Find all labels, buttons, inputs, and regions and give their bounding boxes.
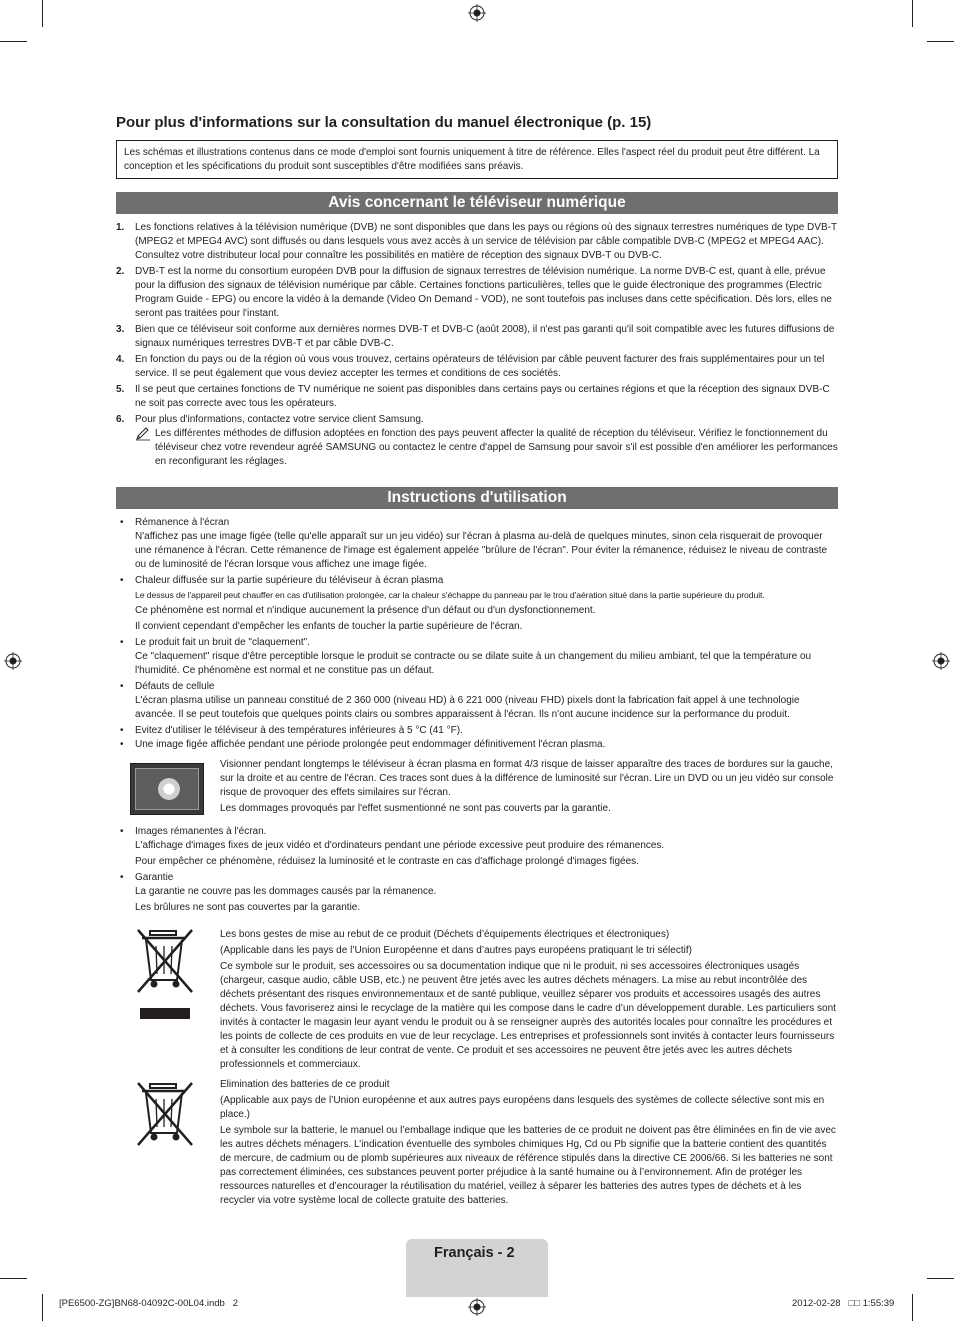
crop-mark	[927, 1278, 954, 1279]
page-number: Français - 2	[434, 1245, 515, 1261]
list-item: 6. Pour plus d'informations, contactez votre service client Samsung. Les différentes méthodes de diffusion adoptées en fonction des pays peuvent affecter la qualité de réception du téléviseur. Vérifiez le fonctionnement du téléviseur chez votre revendeur agréé SAMSUNG ou contactez le centre d'appel de Samsung pour savoir s'il est possible d'en améliorer les performances en reconfigurant les réglages.	[116, 414, 838, 467]
pencil-note-icon	[135, 427, 151, 441]
digital-tv-list	[116, 221, 838, 471]
crop-mark	[912, 1294, 913, 1321]
registration-mark-icon	[4, 652, 22, 670]
note: Les différentes méthodes de diffusion adoptées en fonction des pays peuvent affecter la qualité de réception du téléviseur. Vérifiez le fonctionnement du téléviseur chez votre revendeur agréé SAMSUNG ou contactez le centre d'appel de Samsung pour savoir s'il est possible d'en améliorer les performances en reconfigurant les réglages.	[135, 427, 838, 469]
list-item: • Rémanence à l'écran N'affichez pas une image figée (telle qu'elle apparaît sur un jeu vidéo) sur l'écran à plasma au-delà de quelques minutes, sinon cela risquerait de provoquer une rémanence à l'écran. Cette rémanence de l'image est également appelée "brûlure de l'écran". Pour éviter la rémanence, réduisez le niveau de contraste ou de luminosité de l'écran lorsque vous affichez une image figée.	[120, 517, 828, 570]
crop-mark	[0, 1278, 27, 1279]
list-item: 5. Il se peut que certaines fonctions de TV numérique ne soient pas disponibles dans certains pays ou certaines régions et que la réception des signaux DVB-C ne soit pas correcte avec tous les opérateurs.	[116, 384, 830, 409]
tv-screen-illustration	[130, 763, 204, 815]
crossed-bin-battery-icon	[136, 1081, 194, 1147]
list-item: • Chaleur diffusée sur la partie supérieure du téléviseur à écran plasma Le dessus de l'appareil peut chauffer en cas d'utilisation prolongée, car la chaleur s'échappe du panneau par le trou d'aération situé dans la partie supérieure du produit. Ce phénomène est normal et n'indique aucunement la présence d'un défaut ou d'un dysfonctionnement. Il convient cependant d'empêcher les enfants de toucher la partie supérieure de l'écran.	[120, 575, 765, 632]
crossed-bin-weee-icon	[136, 928, 194, 1020]
weee-disposal-block: Les bons gestes de mise au rebut de ce produit (Déchets d’équipements électriques et électroniques) (Applicable dans les pays de l’Union Européenne et dans d’autres pays européens pratiquant le tri sélectif) Ce symbole sur le produit, ses accessoires ou sa documentation indique que ni le produit, ni ses accessoires électroniques usagés (chargeur, casque audio, câble USB, etc.) ne peuvent être jetés avec les autres déchets ménagers. La mise au rebut incontrôlée des déchets présentant des risques environnementaux et de santé publique, veuillez séparer vos produits et accessoires usagés des autres déchets. Vous favoriserez ainsi le recyclage de la matière qui les compose dans le cadre d’un développement durable. Les particuliers sont invités à contacter le magasin leur ayant vendu le produit ou à se renseigner auprès des autorités locales pour connaître les procédures et les points de collecte de ces produits en vue de leur recyclage. Les entreprises et professionnels sont invités à contacter leurs fournisseurs et à consulter les conditions de leur contrat de vente. Ce produit et ses accessoires ne peuvent être jetés avec les autres déchets professionnels et commerciaux.	[220, 929, 836, 1070]
section-heading-digital-tv: Avis concernant le téléviseur numérique	[116, 192, 838, 214]
crop-mark	[912, 0, 913, 27]
registration-mark-icon	[468, 1298, 486, 1316]
registration-mark-icon	[468, 4, 486, 22]
list-item: • Garantie La garantie ne couvre pas les dommages causés par la rémanence. Les brûlures ne sont pas couvertes par la garantie.	[120, 872, 437, 913]
file-name: [PE6500-ZG]BN68-04092C-00L04.indb 2	[59, 1298, 239, 1309]
list-item: • Le produit fait un bruit de "claquement". Ce "claquement" risque d'être perceptible lorsque le produit se contracte ou se dilate suite à un changement du milieu ambiant, tel que la température ou l'humidité. Ce phénomène est normal et ne constitue pas un défaut.	[120, 637, 812, 676]
battery-disposal-block: Elimination des batteries de ce produit (Applicable aux pays de l’Union européenne et aux autres pays européens dans lesquels des systèmes de collecte sélective sont mis en place.) Le symbole sur la batterie, le manuel ou l’emballage indique que les batteries de ce produit ne doivent pas être éliminées en fin de vie avec les autres déchets ménagers. L’indication éventuelle des symboles chimiques Hg, Cd ou Pb signifie que la batterie contient des quantités de mercure, de cadmium ou de plomb supérieures aux niveaux de référence stipulés dans la directive CE 2006/66. Si les batteries ne sont pas correctement éliminées, ces substances peuvent porter préjudice à la santé humaine ou à l’environnement. Afin de protéger les ressources naturelles et d’encourager la réutilisation du matériel, veillez à séparer les batteries des autres types de déchets et à les recycler via votre système local de collecte gratuite des batteries.	[220, 1079, 836, 1206]
crop-mark	[42, 0, 43, 27]
list-item: • Une image figée affichée pendant une période prolongée peut endommager définitivement l'écran plasma.	[120, 739, 606, 750]
section-heading-instructions: Instructions d'utilisation	[116, 487, 838, 509]
instructions-list	[116, 516, 838, 752]
disclaimer-box: Les schémas et illustrations contenus dans ce mode d'emploi sont fournis uniquement à titre de référence. Elles l'aspect réel du produit peut être différent. La conception et les spécifications du produit sont susceptibles d'être modifiées sans préavis.	[116, 140, 838, 179]
list-item: • Images rémanentes à l'écran. L'affichage d'images fixes de jeux vidéo et d'ordinateurs pendant une période excessive peut produire des rémanences. Pour empêcher ce phénomène, réduisez la luminosité et le contraste en cas d'affichage prolongé d'images figées.	[120, 826, 665, 867]
crop-mark	[927, 41, 954, 42]
list-item: 1. Les fonctions relatives à la télévision numérique (DVB) ne sont disponibles que dans les pays ou régions où des signaux terrestres numériques de type DVB-T (MPEG2 et MPEG4 AVC) sont diffusés ou dans lesquels vous avez accès à un service de télévision par câble compatible DVB-C (MPEG2 et MPEG4 AAC). Consultez votre distributeur local pour connaître les possibilités en matière de réception des signaux DVB-T ou DVB-C.	[116, 222, 837, 261]
crop-mark	[42, 1294, 43, 1321]
list-item: • Défauts de cellule L'écran plasma utilise un panneau constitué de 2 360 000 (niveau HD) à 6 221 000 (niveau FHD) pixels dont la fabrication fait appel à une technologie avancée. Il se peut toutefois que quelques points clairs ou sombres apparaissent à l'écran. Ils n'ont aucune incidence sur la performance du produit.	[120, 681, 800, 720]
page-title: Pour plus d'informations sur la consultation du manuel électronique (p. 15)	[116, 114, 652, 131]
list-item: 4. En fonction du pays ou de la région où vous vous trouvez, certains opérateurs de télévision par câble peuvent facturer des frais supplémentaires pour un tel service. Il se peut également que vous deviez accepter les termes et conditions de ces sociétés.	[116, 354, 825, 379]
list-item: 3. Bien que ce téléviseur soit conforme aux dernières normes DVB-T et DVB-C (août 2008), il n'est pas garanti qu'il soit compatible avec les futures diffusions de signaux numériques terrestres DVB-T et par câble DVB-C.	[116, 324, 835, 349]
print-timestamp: 2012-02-28 □□ 1:55:39	[792, 1298, 895, 1309]
registration-mark-icon	[932, 652, 950, 670]
crop-mark	[0, 41, 27, 42]
list-item: • Evitez d'utiliser le téléviseur à des températures inférieures à 5 °C (41 °F).	[120, 725, 463, 736]
instructions-list-2	[116, 825, 838, 915]
list-item: 2. DVB-T est la norme du consortium européen DVB pour la diffusion de signaux terrestres de télévision numérique. La norme DVB-C est, quant à elle, prévue pour la diffusion des signaux de télévision numérique par câble. Certaines fonctions particulières, telles que le guide électronique des programmes (Electric Program Guide - EPG) ou encore la vidéo à la demande (Video On Demand - VOD), ne sont toutefois pas incluses dans cette spécification. Dès lors, elles ne seront pas traitées pour l'instant.	[116, 266, 832, 319]
